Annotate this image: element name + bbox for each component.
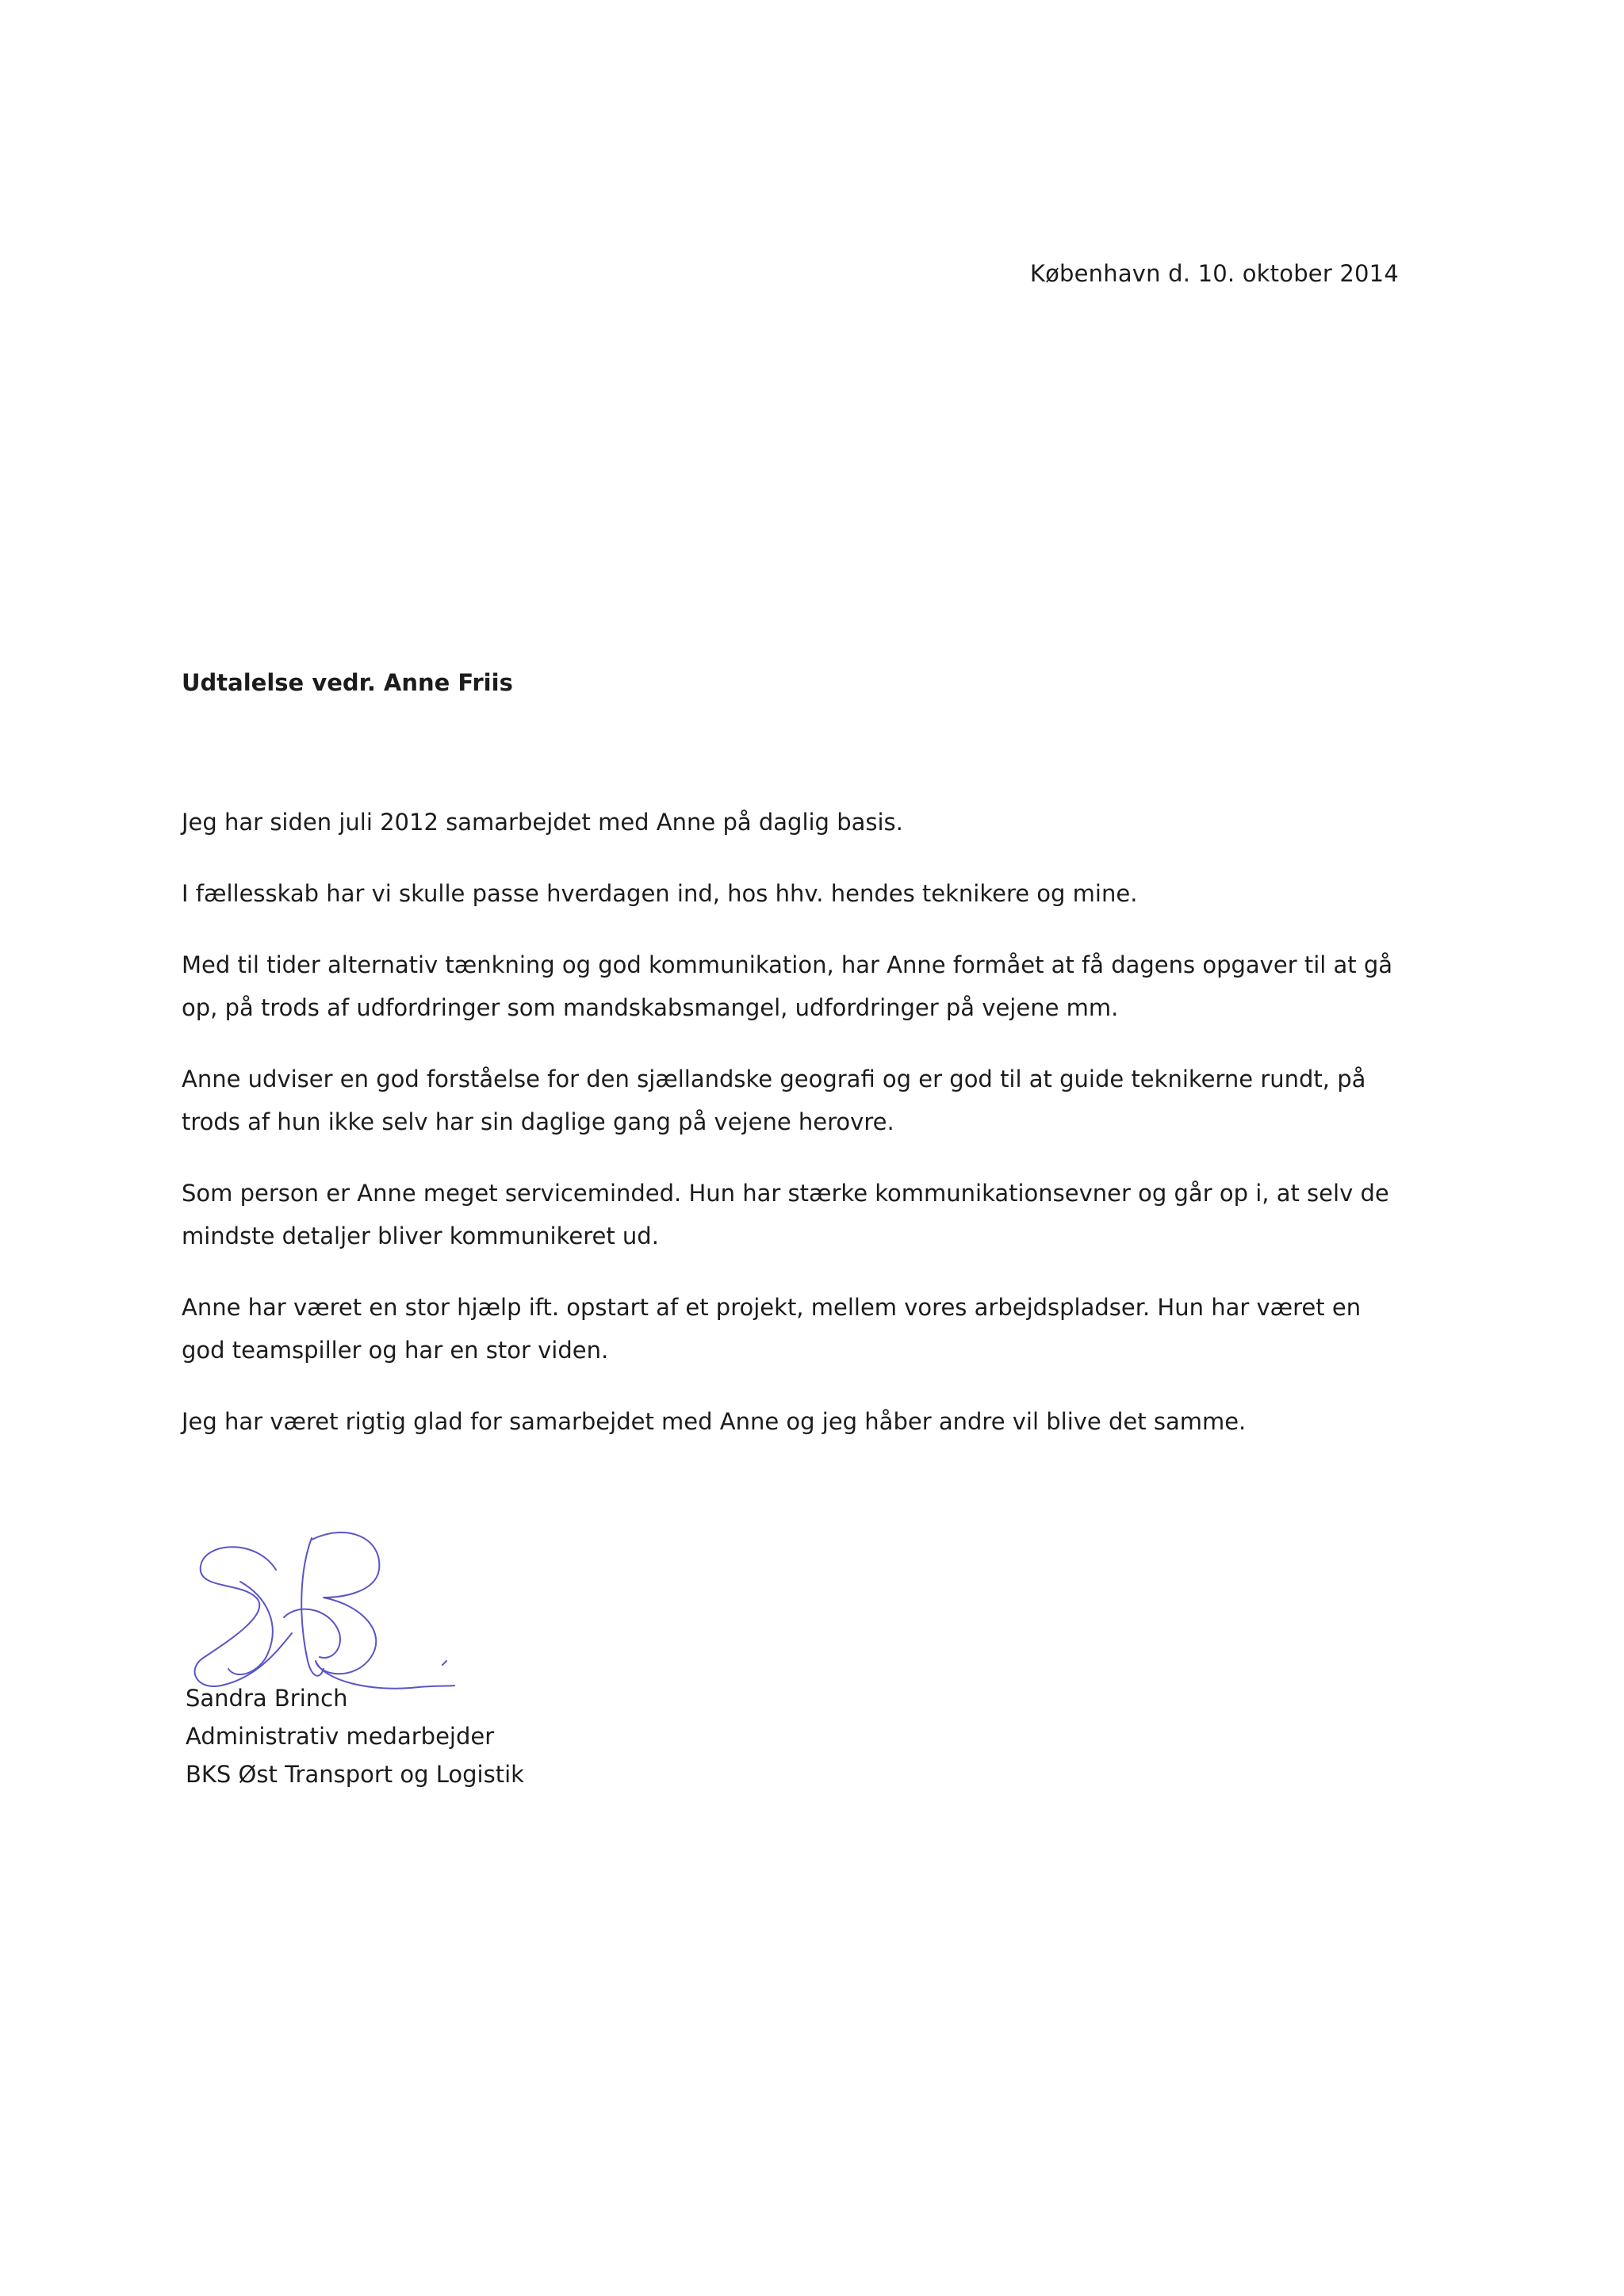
letter-subject: Udtalelse vedr. Anne Friis <box>182 669 513 696</box>
paragraph: Jeg har været rigtig glad for samarbejdet med Anne og jeg håber andre vil blive det samme. <box>182 1408 1247 1435</box>
paragraph: I fællesskab har vi skulle passe hverdagen ind, hos hhv. hendes teknikere og mine. <box>182 880 1138 907</box>
signature-block <box>186 1679 524 1793</box>
sender-company: BKS Øst Transport og Logistik <box>186 1761 524 1788</box>
paragraph: Som person er Anne meget serviceminded. Hun har stærke kommunikationsevner og går op i, at selv de mindste detaljer bliver kommunikeret ud. <box>182 1180 1389 1249</box>
paragraph: Anne udviser en god forståelse for den sjællandske geografi og er god til at guide teknikerne rundt, på trods af hun ikke selv har sin daglige gang på vejene herovre. <box>182 1066 1366 1135</box>
sender-title: Administrativ medarbejder <box>186 1723 495 1750</box>
sender-name: Sandra Brinch <box>186 1685 348 1712</box>
paragraph: Jeg har siden juli 2012 samarbejdet med Anne på daglig basis. <box>182 809 903 836</box>
paragraph: Med til tider alternativ tænkning og god kommunikation, har Anne formået at få dagens opgaver til at gå op, på trods af udfordringer som mandskabsmangel, udfordringer på vejene mm. <box>182 951 1393 1021</box>
letter-date: København d. 10. oktober 2014 <box>1029 260 1399 287</box>
letter-body <box>182 801 1411 1471</box>
paragraph: Anne har været en stor hjælp ift. opstart af et projekt, mellem vores arbejdspladser. Hun har været en god teamspiller og har en stor viden. <box>182 1294 1362 1364</box>
handwritten-signature <box>181 1522 466 1705</box>
